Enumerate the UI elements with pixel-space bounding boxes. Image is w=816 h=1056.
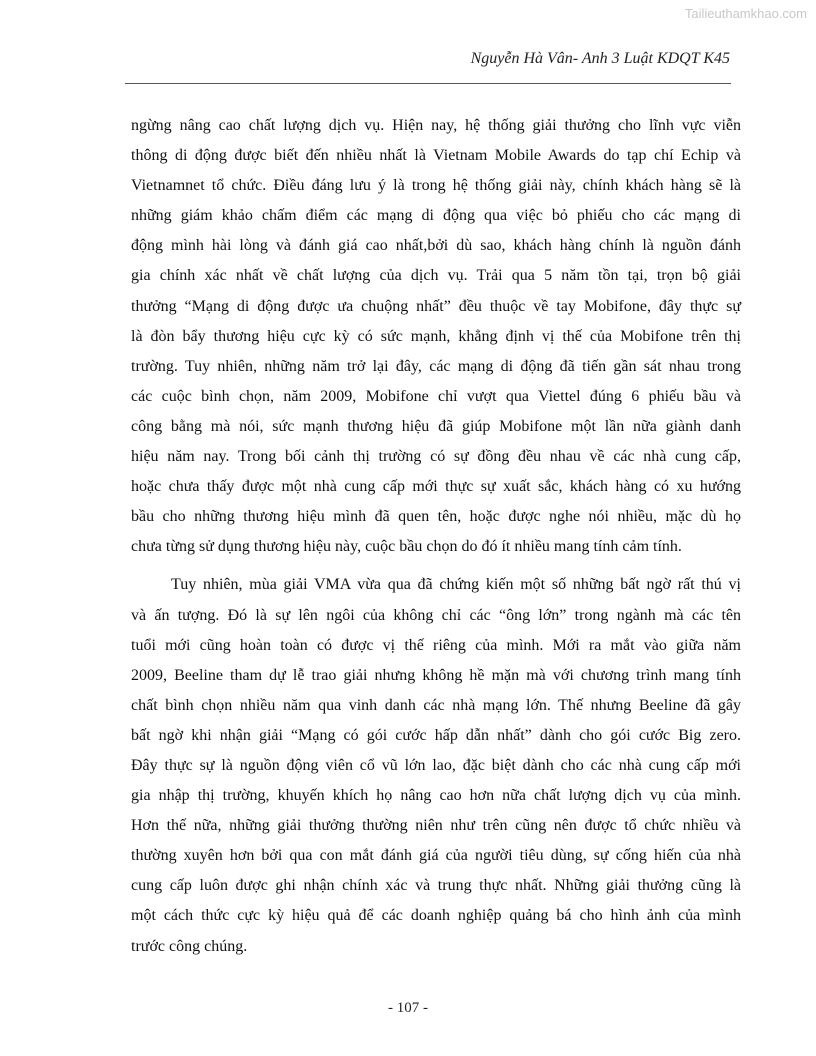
document-body xyxy=(131,114,741,965)
watermark: Tailieuthamkhao.com xyxy=(684,6,807,21)
text-line: những giám khảo chấm điểm các mạng di động qua việc bỏ phiếu cho các mạng di xyxy=(131,207,741,225)
text-line: chưa từng sử dụng thương hiệu này, cuộc bầu chọn do đó ít nhiều mang tính cảm tính. xyxy=(131,538,682,556)
paragraph-2 xyxy=(131,573,741,964)
text-line: một cách thức cực kỳ hiệu quả để các doanh nghiệp quảng bá cho hình ảnh của mình xyxy=(131,907,741,925)
text-line: trường. Tuy nhiên, những năm trở lại đây, các mạng di động đã tiến gần sát nhau trong xyxy=(131,357,741,375)
text-line: Đây thực sự là nguồn động viên cổ vũ lớn lao, đặc biệt dành cho các nhà cung cấp mới xyxy=(131,756,741,774)
text-line: tuổi mới cũng hoàn toàn có được vị thế riêng của mình. Mới ra mắt vào giữa năm xyxy=(131,636,741,654)
text-line: Tuy nhiên, mùa giải VMA vừa qua đã chứng kiến một số những bất ngờ rất thú vị xyxy=(171,576,741,594)
text-line: cung cấp luôn được ghi nhận chính xác và trung thực nhất. Những giải thưởng cũng là xyxy=(131,877,741,895)
text-line: Hơn thế nữa, những giải thưởng thường niên như trên cũng nên được tổ chức nhiều và xyxy=(131,817,741,835)
text-line: Vietnamnet tổ chức. Điều đáng lưu ý là trong hệ thống giải này, chính khách hàng sẽ là xyxy=(131,177,741,195)
paragraph-gap xyxy=(131,565,741,573)
text-line: là đòn bẩy thương hiệu cực kỳ có sức mạnh, khẳng định vị thế của Mobifone trên thị xyxy=(131,327,741,345)
text-line: thưởng “Mạng di động được ưa chuộng nhất” đều thuộc về tay Mobifone, đây thực sự xyxy=(131,297,741,315)
text-line: động mình hài lòng và đánh giá cao nhất,bởi dù sao, khách hàng chính là nguồn đánh xyxy=(131,237,741,255)
running-header: Nguyễn Hà Vân- Anh 3 Luật KDQT K45 xyxy=(470,50,730,67)
text-line: hiệu năm nay. Trong bối cảnh thị trường có sự đồng đều nhau về các nhà cung cấp, xyxy=(131,448,741,466)
text-line: thông di động được biết đến nhiều nhất là Vietnam Mobile Awards do tạp chí Echip và xyxy=(131,147,741,165)
text-line: bất ngờ khi nhận giải “Mạng có gói cước hấp dẫn nhất” dành cho gói cước Big zero. xyxy=(131,726,741,744)
header-divider xyxy=(125,83,731,84)
text-line: và ấn tượng. Đó là sự lên ngôi của không chỉ các “ông lớn” trong ngành mà các tên xyxy=(131,606,741,624)
text-line: gia nhập thị trường, khuyến khích họ nâng cao hơn nữa chất lượng dịch vụ của mình. xyxy=(131,787,741,805)
text-line: 2009, Beeline tham dự lễ trao giải nhưng không hề mặn mà với chương trình mang tính xyxy=(131,666,741,684)
paragraph-1 xyxy=(131,114,741,565)
text-line: gia chính xác nhất về chất lượng của dịch vụ. Trải qua 5 năm tồn tại, trọn bộ giải xyxy=(131,267,741,285)
text-line: hoặc chưa thấy được một nhà cung cấp mới thực sự xuất sắc, khách hàng có xu hướng xyxy=(131,478,741,496)
page-number: - 107 - xyxy=(388,1000,428,1016)
text-line: công bằng mà nói, sức mạnh thương hiệu đã giúp Mobifone một lần nữa giành danh xyxy=(131,417,741,435)
text-line: ngừng nâng cao chất lượng dịch vụ. Hiện nay, hệ thống giải thưởng cho lĩnh vực viễn xyxy=(131,117,741,134)
text-line: bầu cho những thương hiệu mình đã quen tên, hoặc được nghe nói nhiều, mặc dù họ xyxy=(131,508,741,526)
text-line: thường xuyên hơn bởi qua con mắt đánh giá của người tiêu dùng, sự cống hiến của nhà xyxy=(131,847,741,865)
text-line: các cuộc bình chọn, năm 2009, Mobifone chỉ vượt qua Viettel đúng 6 phiếu bầu và xyxy=(131,387,741,405)
text-line: trước công chúng. xyxy=(131,937,248,955)
text-line: chất bình chọn nhiều năm qua vinh danh các nhà mạng lớn. Thế nhưng Beeline đã gây xyxy=(131,696,741,714)
